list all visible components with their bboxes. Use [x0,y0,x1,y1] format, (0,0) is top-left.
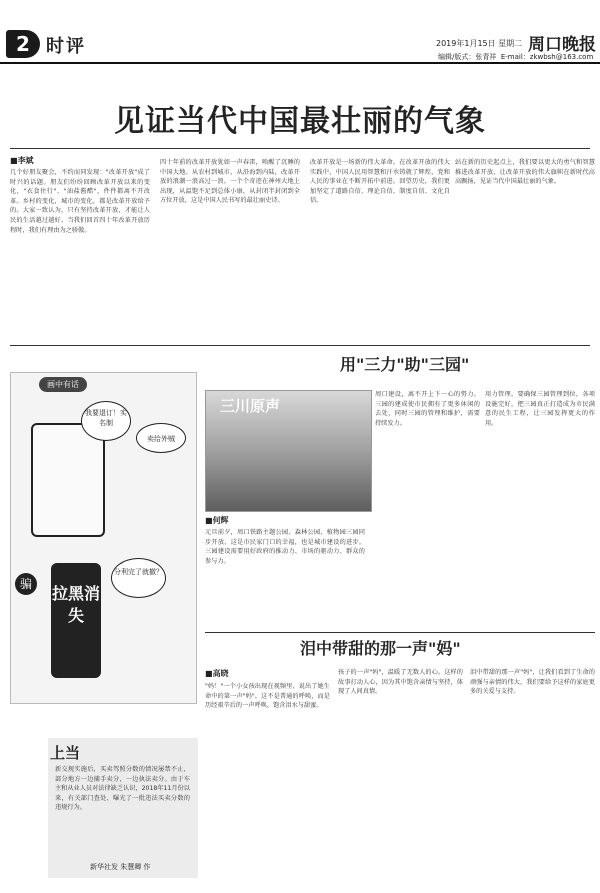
main-col-1: 几个好朋友聚会，不约而同发现："改革开放"成了时兴的话题。朋友们纷纷回顾改革开放以来的变化，"衣食住行"、"油盐酱醋"，件件都离不开改革。乡村的变化，城市的变化，都是改革开放给予的。大家一致认为，只有坚持改革开放，才能让人民的生活越过越好。当我们回首四十年改革开放历程时，我们有理由为之骄傲。 [10,169,150,234]
caption-title: 上当 [50,744,81,762]
main-headline: 见证当代中国最壮丽的气象 [114,104,486,139]
issue-date: 2019年1月15日 星期二 [436,39,523,48]
main-col-2: 四十年前的改革开放犹如一声春雷，唤醒了沉睡的中国大地。从农村到城市，从沿海到内陆，改革开放的浪潮一浪高过一浪。一个个奇迹在神州大地上出现，从温饱不足到总体小康，从封闭半封闭到全方位开放，这是中国人民书写的最壮丽史诗。 [160,159,300,205]
header-rule [0,62,600,64]
speech-bubble-1: 我要退订！实名制 [81,401,131,441]
phone-icon [31,423,105,537]
ma-col-1: "妈！"一个小女孩出现在视频里，说出了她生命中的第一声"妈"。这不是普通的呼唤，而是历经艰辛后的一声呼唤，饱含泪水与甜蜜。 [205,683,330,710]
ma-headline: 泪中带甜的那一声"妈" [300,639,461,658]
caption-author: 新华社发 朱慧卿 作 [90,863,151,871]
ma-byline: ■高晓 [205,669,229,678]
caption-body: 新交规实施后，买卖驾照分数的情况屡禁不止，部分地方一边捕手卖分，一边执法卖分。由于车主和从业人员对法律缺乏认识，2018年11月份以来，有关部门查处、曝光了一批违法买卖分数的违规行为。 [55,766,190,812]
speech-bubble-2: 卖给外贼 [136,423,186,453]
comic-illustration [10,372,197,704]
divider [10,345,590,346]
sanli-col-3: 用力管理。要确保三园管理到位，各项设施完好，把三园真正打造成为市民满意的民生工程，让三园发挥更大的作用。 [485,391,595,427]
comic-badge: 画中有话 [39,377,87,392]
sanli-headline: 用"三力"助"三园" [340,355,470,374]
ma-col-3: 泪中带甜的那一声"妈"，让我们看到了生命的顽强与亲情的伟大，我们要给予这样的家庭更多的关爱与支持。 [470,669,595,696]
phone-blocked-text: 拉黑消失 [51,563,101,678]
sanli-byline: ■何辉 [205,516,229,525]
ma-col-2: 孩子的一声"妈"，温暖了无数人的心。这样的故事打动人心，因为其中饱含亲情与坚持，体现了人间真情。 [338,669,463,696]
editor-name: 编辑/版式：张青祥 [438,53,497,61]
editor-email: E-mail：zkwbsh@163.com [500,53,594,61]
sanli-col-2: 周口建设，离不开上下一心的努力。三园的建成使市民拥有了更多休闲的去处，同时三园的管理和维护，需要持续发力。 [375,391,480,427]
sanli-col-1: 元旦前夕，周口铁路主题公园、森林公园、植物园三园同步开放，这是市民家门口的幸福，也是城市建设的进步。三园建设需要用好政府的推动力、市场的驱动力、群众的参与力。 [205,529,365,565]
main-col-3: 改革开放是一场新的伟大革命。在改革开放的伟大实践中，中国人民用智慧和汗水铸就了辉煌，党和人民的事业在不断开拓中前进。回望历史，我们更加坚定了道路自信、理论自信、制度自信、文化自信。 [310,159,450,205]
newspaper-brand: 周口晚报 [528,35,596,55]
page-number: 2 [6,30,40,58]
divider [10,148,590,149]
divider [205,632,595,633]
scam-badge-icon: 骗 [15,573,37,595]
speech-bubble-3: 分利完了就撤？ [111,558,166,598]
main-byline: ■李斌 [10,156,34,165]
editor-line [438,52,593,62]
section-title: 时评 [46,36,86,57]
column-label: 三川原声 [220,397,281,415]
main-col-4: 站在新的历史起点上，我们要以更大的勇气和智慧推进改革开放，让改革开放的伟大旗帜在新时代高高飘扬，见证当代中国最壮丽的气象。 [455,159,595,186]
